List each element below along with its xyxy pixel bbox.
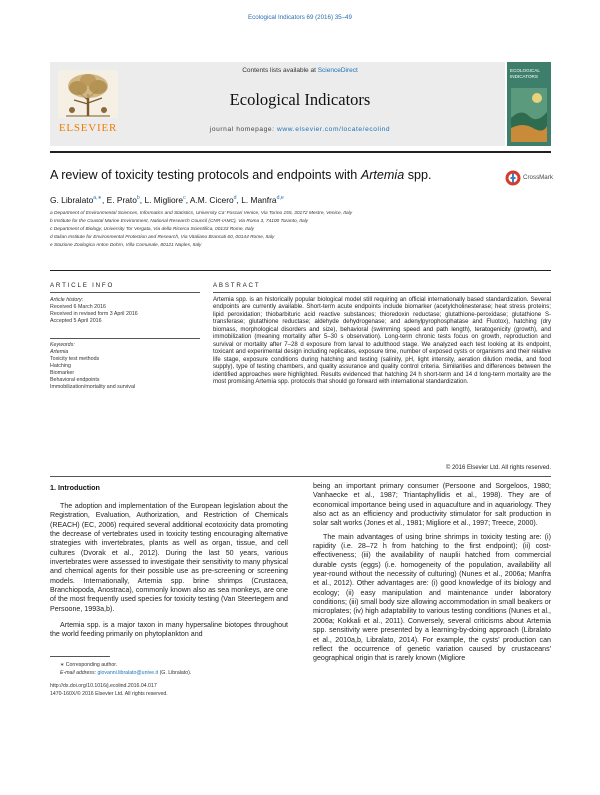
history-item: Received 6 March 2016	[50, 304, 106, 310]
body-rule	[50, 476, 551, 477]
keyword: Immobilization/mortality and survival	[50, 384, 136, 390]
title-end: spp.	[404, 168, 432, 182]
elsevier-wordmark: ELSEVIER	[58, 122, 118, 134]
contents-prefix: Contents lists available at	[242, 67, 318, 74]
affiliation: a Department of Environmental Sciences, Informatics and Statistics, University Ca' Foscari Venice, Via Torino 155, 30172 Mestre, Venice, Italy	[50, 211, 353, 216]
keyword: Behavioral endpoints	[50, 377, 100, 383]
abstract-body: Artemia spp. is an historically popular biological model still requiring an official internationally based standardization. Several endpoints are currently available. Short-term acute endpoints include biomarker (acetylcholinesterase; heat stress proteins; lipid peroxidation; thiobarbituric acid reactive substances; thioredoxin reductase; glutathione-peroxidase; glutathione S-transferase; glutathione reductase; aldehyde dehydrogenase; and adenylpyrophosphatase and Fluotox), hatching (dry biomass, morphological disorders and size), behavioral (swimming speed and path length), teratogenicity (growth), and immobilization (meaning mortality after 5–30 s observation). Long-term chronic tests focus on growth, reproduction and survival or mortality after 7–28 d exposure from larval to adulthood stage. We analyzed each test looking at its endpoint, toxicant and experimental design including replicates, exposure time, number of exposed cysts or organisms and their relative life stage, exposure conditions during hatching and testing (salinity, pH, light intensity, aeration dilution media, and food supply), type of testing chambers, and quality assurance and quality control criteria. Similarities and differences between the identified approaches were highlighted. Results evidenced that hatching 24 h short-term and 14 d long-term mortality are the most promising Artemia spp. protocols that should go forward with international standardization.	[213, 297, 551, 385]
keywords	[50, 342, 135, 391]
journal-cover-thumbnail[interactable]	[507, 62, 551, 146]
paragraph: The adoption and implementation of the European legislation about the Registration, Evaluation, Authorization, and Restriction of Chemicals (REACH) (EC, 2006) required several additional ecotoxicity data promoting the decrease of vertebrates used in toxicity testing encouraging alternative strategies with invertebrates, plants as well as organ, tissue, and cell cultures (Dvorak et al., 2012). During the last 50 years, various invertebrates were assessed to investigate their sensitivity to many physical and chemical agents for their possible use as pre-screening or screening models. Internationally, Artemia spp. brine shrimps (Crustacea, Branchiopoda, Anostraca), commonly known also as sea monkeys, are one of the most frequently used species for toxicity testing (Van Steertegem and Persoone, 1993a,b).	[50, 502, 288, 613]
sciencedirect-link[interactable]: ScienceDirect	[317, 67, 358, 74]
introduction-heading: 1. Introduction	[50, 483, 100, 492]
title-main: A review of toxicity testing protocols and endpoints with	[50, 168, 361, 182]
article-title	[50, 168, 432, 182]
journal-name: Ecological Indicators	[229, 90, 371, 109]
author[interactable]: L. Manfra$^{d,e}$	[241, 195, 284, 205]
author-list: G. Libralato$^{a,∗}$, E. Prato$^b$, L. Migliore$^c$, A.M. Cicero$^d$, L. Manfra$^{d,e}$	[50, 195, 284, 205]
corresponding-note: ∗ Corresponding author.	[60, 662, 118, 668]
homepage-prefix: journal homepage:	[209, 126, 278, 133]
cover-title: ECOLOGICAL INDICATORS	[510, 68, 540, 79]
keyword: Biomarker	[50, 370, 75, 376]
crossmark-icon[interactable]	[505, 170, 521, 186]
keywords-label: Keywords:	[50, 342, 75, 348]
email-suffix: (G. Libralato).	[158, 670, 192, 676]
history-item: Accepted 5 April 2016	[50, 318, 102, 324]
article-info-heading: ARTICLE INFO	[50, 282, 115, 289]
title-italic: Artemia	[360, 168, 405, 182]
article-history	[50, 297, 138, 325]
elsevier-tree-logo-icon	[58, 70, 118, 118]
email-label: E-mail address:	[60, 670, 98, 676]
abstract-heading: ABSTRACT	[213, 282, 261, 289]
author[interactable]: L. Migliore$^c$	[144, 195, 186, 205]
keyword: Hatching	[50, 363, 71, 369]
issn-line: 1470-160X/© 2016 Elsevier Ltd. All rights reserved.	[50, 691, 168, 697]
keyword: Toxicity test methods	[50, 356, 100, 362]
history-item: Received in revised form 3 April 2016	[50, 311, 138, 317]
doi-link[interactable]: http://dx.doi.org/10.1016/j.ecolind.2016.04.017	[50, 683, 157, 689]
affiliation: c Department of Biology, University Tor Vergata, Via della Ricerca Scientifica, 00133 Rome, Italy	[50, 227, 254, 232]
left-column	[50, 502, 288, 640]
header-rule	[50, 151, 551, 153]
paragraph: being an important primary consumer (Persoone and Sorgeloos, 1980; Vanhaecke et al., 1987; Triantaphyllidis et al., 1998). They are of economical importance being used in aquaculture and in aquariology. They also act as an efficiency and productivity stimulator for salt production in solar salt works (Jones et al., 1981; Migliore et al., 1997; Treece, 2000).	[313, 482, 551, 528]
cover-landscape-icon	[511, 88, 547, 142]
abstract-rule	[213, 292, 551, 293]
crossmark-label[interactable]: CrossMark	[523, 174, 553, 181]
article-info-rule	[50, 292, 200, 293]
author[interactable]: G. Libralato$^{a,∗}$	[50, 195, 102, 205]
keyword: Artemia	[50, 349, 69, 355]
email-note	[60, 670, 191, 676]
paragraph: The main advantages of using brine shrimps in toxicity testing are: (i) rapidity (i.e. 28–72 h from hatching to the first endpoint); (ii) cost-effectiveness; (iii) the availability of nauplii hatched from commercial durable cysts (eggs) (i.e. homogeneity of the population, availability all year-round without the necessity of culturing) (Nunes et al., 2006a; Manfra et al., 2012). Other advantages are: (i) good knowledge of its biology and ecology; (ii) easy manipulation and maintenance under laboratory conditions; (iii) small body size allowing accommodation in small beakers or microplates; (iv) high adaptability to various testing conditions (Nunes et al., 2006a; Kokkali et al., 2011). Conversely, several criticisms about Artemia spp. sensitivity were presented by a learning-by-doing approach (Libralato et al., 2010a,b, Libralato, 2014). For example, the cysts' production can reflect the occurrence of genetic variation caused by crustaceans' geographical origin that is rarely known (Migliore	[313, 532, 551, 663]
history-label: Article history:	[50, 297, 84, 303]
author[interactable]: E. Prato$^b$	[106, 195, 140, 205]
homepage-link[interactable]: www.elsevier.com/locate/ecolind	[277, 126, 391, 133]
journal-reference[interactable]: Ecological Indicators 69 (2016) 35–49	[248, 14, 352, 21]
email-link[interactable]: giovanni.libralato@unive.it	[97, 670, 159, 676]
right-column	[313, 482, 551, 664]
paragraph: Artemia spp. is a major taxon in many hypersaline biotopes throughout the world feeding primarily on phytoplankton and	[50, 621, 288, 639]
affiliation: e Stazione Zoologica Anton Dohrn, Villa Comunale, 80121 Naples, Italy	[50, 243, 202, 248]
affiliation: d Italian Institute for Environmental Protection and Research, Via Vitaliano Brancati 60, 00144 Rome, Italy	[50, 235, 275, 240]
author[interactable]: A.M. Cicero$^d$	[189, 195, 237, 205]
affiliation: b Institute for the Coastal Marine Environment, National Research Council (CNR-IAMC), Via Roma 3, 74100 Taranto, Italy	[50, 219, 309, 224]
abstract-copyright: © 2016 Elsevier Ltd. All rights reserved.	[445, 465, 551, 471]
footnote-rule	[50, 656, 110, 657]
keywords-rule	[50, 338, 200, 339]
section-rule	[50, 270, 551, 271]
